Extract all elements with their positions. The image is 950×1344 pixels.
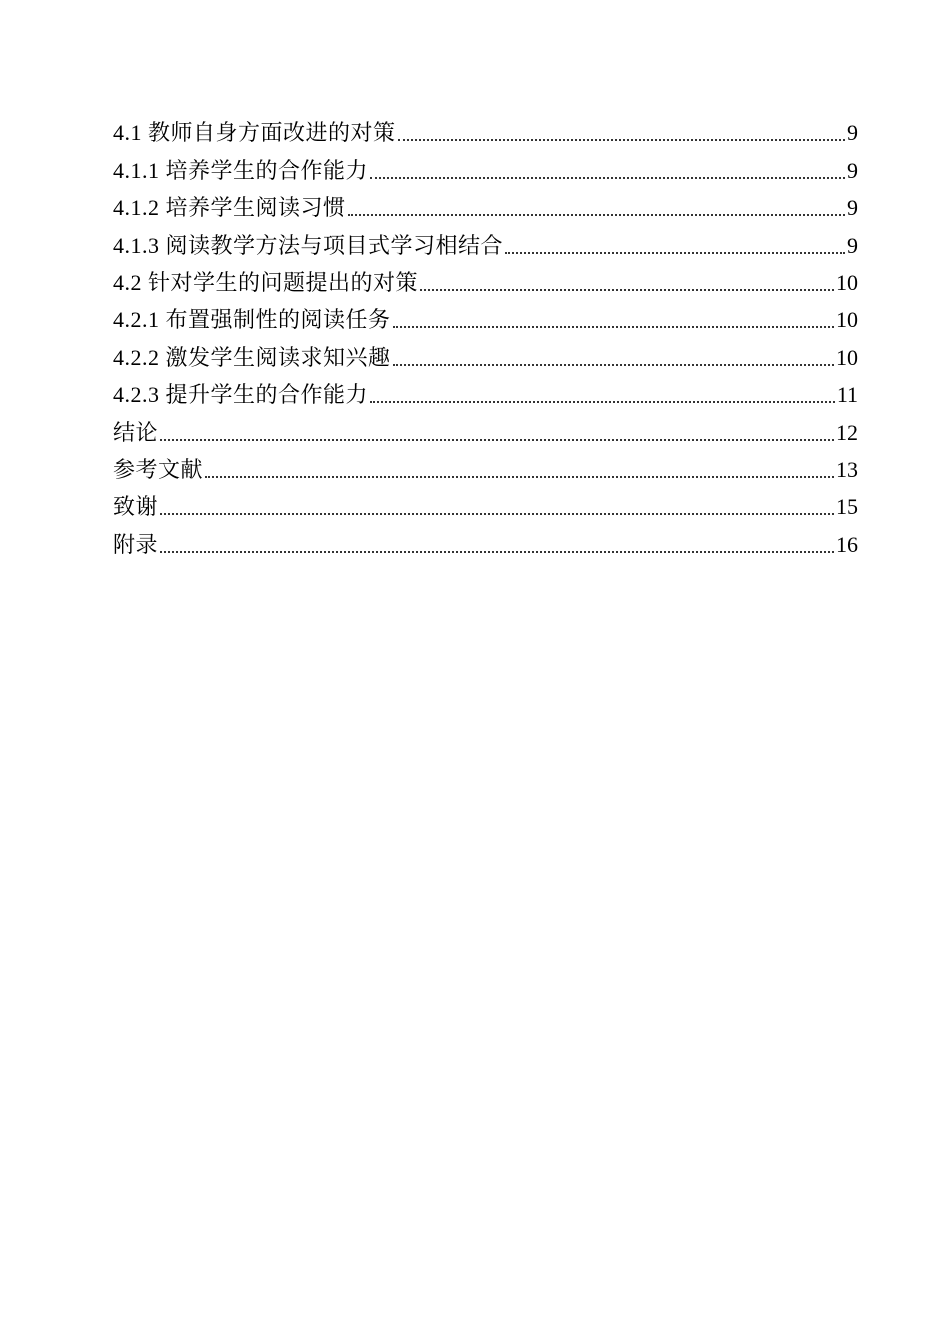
toc-entry-page-number: 10 — [836, 307, 858, 333]
toc-entry-page-number: 13 — [836, 456, 858, 482]
toc-entry-label: 4.2.3 提升学生的合作能力 — [113, 382, 369, 408]
toc-entry-page-number: 9 — [847, 157, 858, 183]
toc-entry[interactable] — [113, 447, 858, 484]
toc-entry[interactable] — [113, 297, 858, 334]
dot-leader — [505, 252, 845, 254]
dot-leader — [205, 476, 834, 478]
dot-leader — [420, 289, 834, 291]
toc-entry[interactable] — [113, 409, 858, 446]
toc-entry-page-number: 10 — [836, 344, 858, 370]
toc-entry-page-number: 10 — [836, 269, 858, 295]
dot-leader — [398, 139, 845, 141]
dot-leader — [160, 513, 834, 515]
dot-leader — [348, 214, 845, 216]
toc-entry-label: 4.1.3 阅读教学方法与项目式学习相结合 — [113, 232, 504, 258]
toc-entry-label: 致谢 — [113, 494, 159, 520]
toc-entry[interactable] — [113, 110, 858, 147]
dot-leader — [160, 439, 834, 441]
toc-entry[interactable] — [113, 260, 858, 297]
dot-leader — [393, 364, 834, 366]
toc-entry-page-number: 9 — [847, 120, 858, 146]
dot-leader — [393, 326, 834, 328]
toc-entry-label: 4.1.2 培养学生阅读习惯 — [113, 195, 346, 221]
toc-entry-page-number: 9 — [847, 195, 858, 221]
toc-entry-label: 4.1 教师自身方面改进的对策 — [113, 120, 396, 146]
toc-entry-label: 4.2.2 激发学生阅读求知兴趣 — [113, 344, 391, 370]
toc-entry-label: 4.2 针对学生的问题提出的对策 — [113, 269, 419, 295]
toc-entry-label: 参考文献 — [113, 456, 204, 482]
toc-entry[interactable] — [113, 484, 858, 521]
toc-entry[interactable] — [113, 147, 858, 184]
toc-entry-page-number: 9 — [847, 232, 858, 258]
toc-entry-label: 4.2.1 布置强制性的阅读任务 — [113, 307, 391, 333]
toc-entry-page-number: 16 — [836, 531, 858, 557]
toc-entry-label: 附录 — [113, 531, 159, 557]
toc-entry-page-number: 15 — [836, 494, 858, 520]
toc-entry[interactable] — [113, 222, 858, 259]
toc-entry[interactable] — [113, 521, 858, 558]
toc-entry[interactable] — [113, 334, 858, 371]
dot-leader — [370, 177, 845, 179]
toc-entry[interactable] — [113, 185, 858, 222]
dot-leader — [370, 401, 835, 403]
table-of-contents — [113, 110, 858, 559]
toc-entry[interactable] — [113, 372, 858, 409]
toc-entry-page-number: 11 — [836, 382, 858, 408]
toc-entry-page-number: 12 — [836, 419, 858, 445]
toc-entry-label: 结论 — [113, 419, 159, 445]
dot-leader — [160, 551, 834, 553]
toc-entry-label: 4.1.1 培养学生的合作能力 — [113, 157, 369, 183]
